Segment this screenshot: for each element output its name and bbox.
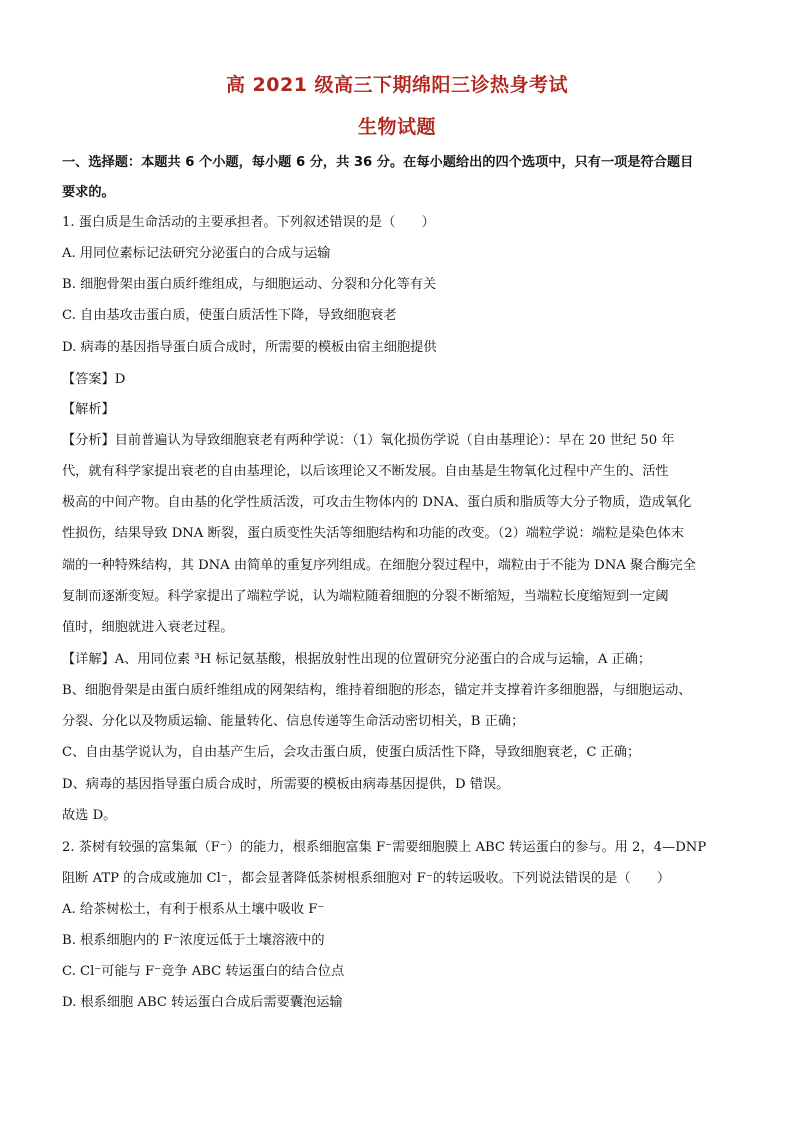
q1-analysis-line: 【分析】目前普遍认为导致细胞衰老有两种学说：（1）氧化损伤学说（自由基理论）：早在 20 世纪 50 年: [62, 433, 675, 448]
q1-option-c: C. 自由基攻击蛋白质，使蛋白质活性下降，导致细胞衰老: [62, 308, 397, 323]
q1-detail-line: 分裂、分化以及物质运输、能量转化、信息传递等生命活动密切相关，B 正确；: [62, 714, 525, 729]
q1-detail-line: 【详解】A、用同位素 ³H 标记氨基酸，根据放射性出现的位置研究分泌蛋白的合成与运输，A 正确；: [62, 652, 652, 667]
q1-conclusion: 故选 D。: [62, 808, 117, 823]
exam-title: 高 2021 级高三下期绵阳三诊热身考试: [225, 74, 569, 96]
q1-detail-line: D、病毒的基因指导蛋白质合成时，所需要的模板由病毒基因提供，D 错误。: [62, 777, 510, 792]
q1-analysis-line: 极高的中间产物。自由基的化学性质活泼，可攻击生物体内的 DNA、蛋白质和脂质等大分子物质，造成氧化: [62, 495, 692, 510]
q1-option-a: A. 用同位素标记法研究分泌蛋白的合成与运输: [62, 246, 331, 261]
q1-analysis-line: 性损伤，结果导致 DNA 断裂，蛋白质变性失活等细胞结构和功能的改变。（2）端粒学说：端粒是染色体末: [62, 526, 685, 541]
question-1-stem: 1. 蛋白质是生命活动的主要承担者。下列叙述错误的是（ ）: [62, 215, 435, 230]
q1-analysis-line: 端的一种特殊结构，其 DNA 由简单的重复序列组成。在细胞分裂过程中，端粒由于不能为 DNA 聚合酶完全: [62, 558, 696, 573]
q2-option-b: B. 根系细胞内的 F⁻浓度远低于土壤溶液中的: [62, 933, 325, 948]
q1-detail-line: C、自由基学说认为，自由基产生后，会攻击蛋白质，使蛋白质活性下降，导致细胞衰老，C 正确；: [62, 745, 641, 760]
q1-detail-line: B、细胞骨架是由蛋白质纤维组成的网架结构，维持着细胞的形态，锚定并支撑着许多细胞器，与细胞运动、: [62, 683, 692, 698]
question-2-stem: 2. 茶树有较强的富集氟（F⁻）的能力，根系细胞富集 F⁻需要细胞膜上 ABC 转运蛋白的参与。用 2，4—DNP: [62, 840, 707, 855]
q2-option-c: C. Cl⁻可能与 F⁻竞争 ABC 转运蛋白的结合位点: [62, 964, 345, 979]
section-heading: 一、选择题：本题共 6 个小题，每小题 6 分，共 36 分。在每小题给出的四个选项中，只有一项是符合题目: [62, 155, 694, 170]
q1-analysis-line: 复制而逐渐变短。科学家提出了端粒学说，认为端粒随着细胞的分裂不断缩短，当端粒长度缩短到一定阈: [62, 589, 669, 604]
q2-option-a: A. 给茶树松土，有利于根系从土壤中吸收 F⁻: [62, 902, 325, 917]
question-2-stem-cont: 阻断 ATP 的合成或施加 Cl⁻，都会显著降低茶树根系细胞对 F⁻的转运吸收。下列说法错误的是（ ）: [62, 871, 671, 886]
section-heading-cont: 要求的。: [62, 185, 115, 200]
q1-answer: 【答案】D: [62, 372, 126, 387]
subject-title: 生物试题: [357, 116, 436, 138]
q1-explanation-label: 【解析】: [62, 402, 115, 417]
q1-option-b: B. 细胞骨架由蛋白质纤维组成，与细胞运动、分裂和分化等有关: [62, 277, 437, 292]
q1-analysis-line: 值时，细胞就进入衰老过程。: [62, 620, 234, 635]
q1-option-d: D. 病毒的基因指导蛋白质合成时，所需要的模板由宿主细胞提供: [62, 340, 437, 355]
q2-option-d: D. 根系细胞 ABC 转运蛋白合成后需要囊泡运输: [62, 995, 343, 1010]
q1-analysis-line: 代，就有科学家提出衰老的自由基理论，以后该理论又不断发展。自由基是生物氧化过程中产生的、活性: [62, 464, 669, 479]
